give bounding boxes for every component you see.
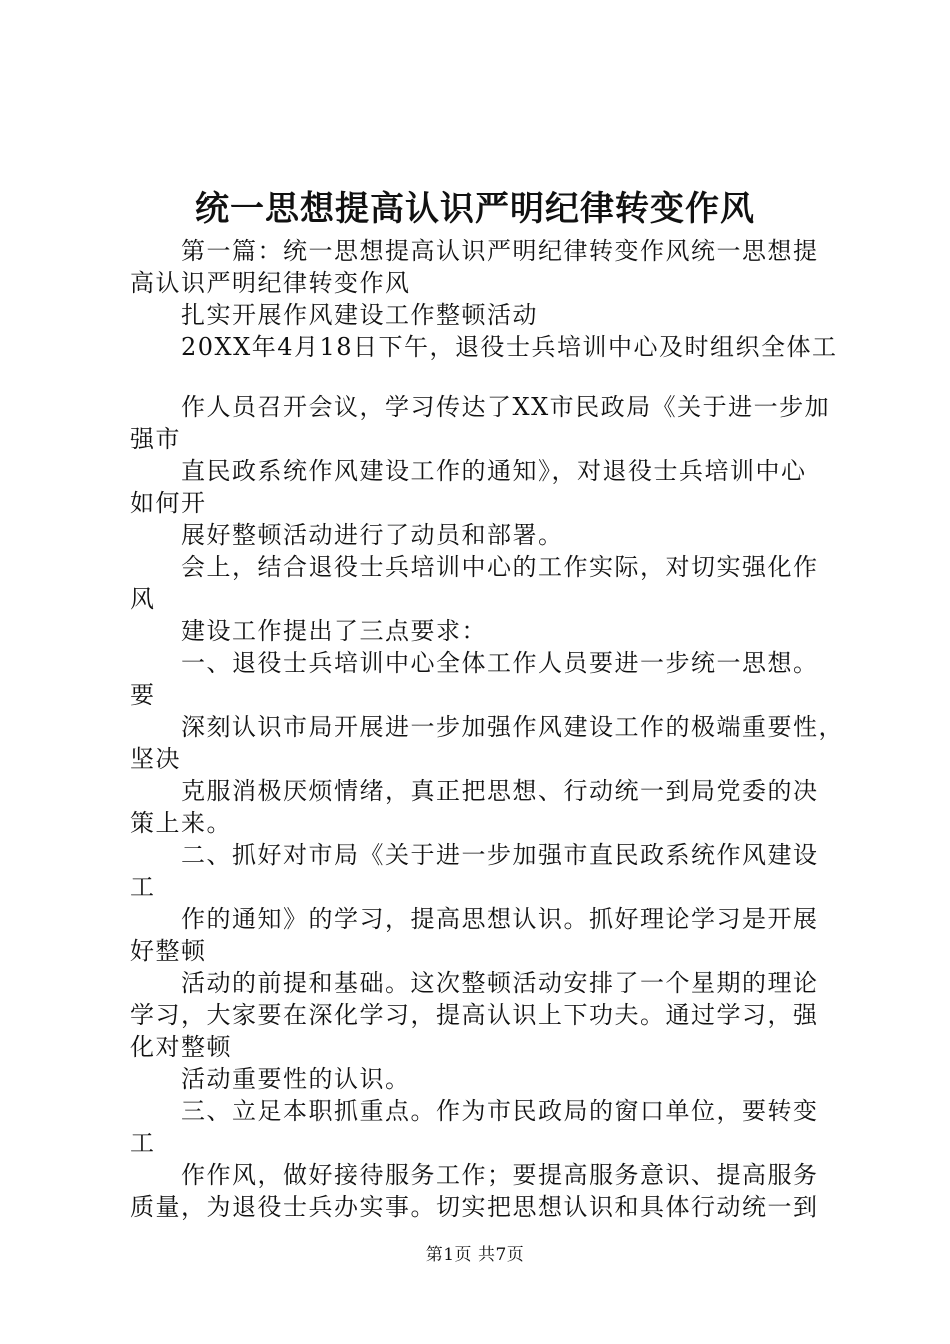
paragraph-line: 直民政系统作风建设工作的通知》，对退役士兵培训中心 xyxy=(181,457,807,485)
paragraph-line: 深刻认识市局开展进一步加强作风建设工作的极端重要性， xyxy=(181,713,844,741)
paragraph-line: 风 xyxy=(130,585,156,613)
paragraph-line: 会上，结合退役士兵培训中心的工作实际，对切实强化作 xyxy=(181,553,819,581)
paragraph-line: 建设工作提出了三点要求： xyxy=(181,617,487,645)
paragraph-line: 作的通知》的学习，提高思想认识。抓好理论学习是开展 xyxy=(181,905,819,933)
paragraph-line: 第一篇：统一思想提高认识严明纪律转变作风统一思想提 xyxy=(181,237,819,265)
paragraph-line: 要 xyxy=(130,681,156,709)
paragraph-line: 如何开 xyxy=(130,489,207,517)
paragraph-line: 20XX年4月18日下午，退役士兵培训中心及时组织全体工 xyxy=(181,333,838,361)
page-number-footer: 第1页 共7页 xyxy=(425,1245,525,1265)
paragraph-line: 一、退役士兵培训中心全体工作人员要进一步统一思想。 xyxy=(181,649,819,677)
paragraph-line: 克服消极厌烦情绪，真正把思想、行动统一到局党委的决 xyxy=(181,777,819,805)
blank-gap xyxy=(130,363,840,391)
paragraph-line: 化对整顿 xyxy=(130,1033,232,1061)
paragraph-line: 质量，为退役士兵办实事。切实把思想认识和具体行动统一到 xyxy=(130,1193,819,1221)
paragraph-line: 活动的前提和基础。这次整顿活动安排了一个星期的理论 xyxy=(181,969,819,997)
paragraph-line: 坚决 xyxy=(130,745,181,773)
paragraph-line: 展好整顿活动进行了动员和部署。 xyxy=(181,521,564,549)
paragraph-line: 学习，大家要在深化学习，提高认识上下功夫。通过学习，强 xyxy=(130,1001,819,1029)
paragraph-line: 高认识严明纪律转变作风 xyxy=(130,269,411,297)
paragraph-line: 强市 xyxy=(130,425,181,453)
document-title: 统一思想提高认识严明纪律转变作风 xyxy=(195,189,755,229)
paragraph-line: 活动重要性的认识。 xyxy=(181,1065,411,1093)
paragraph-line: 策上来。 xyxy=(130,809,232,837)
paragraph-line: 作作风，做好接待服务工作；要提高服务意识、提高服务 xyxy=(181,1161,819,1189)
paragraph-line: 二、抓好对市局《关于进一步加强市直民政系统作风建设 xyxy=(181,841,819,869)
paragraph-line: 工 xyxy=(130,873,156,901)
paragraph-line: 扎实开展作风建设工作整顿活动 xyxy=(181,301,538,329)
document-body xyxy=(130,235,844,1223)
paragraph-line: 作人员召开会议，学习传达了XX市民政局《关于进一步加 xyxy=(181,393,831,421)
paragraph-line: 工 xyxy=(130,1129,156,1157)
paragraph-line: 三、立足本职抓重点。作为市民政局的窗口单位，要转变 xyxy=(181,1097,819,1125)
paragraph-line: 好整顿 xyxy=(130,937,207,965)
